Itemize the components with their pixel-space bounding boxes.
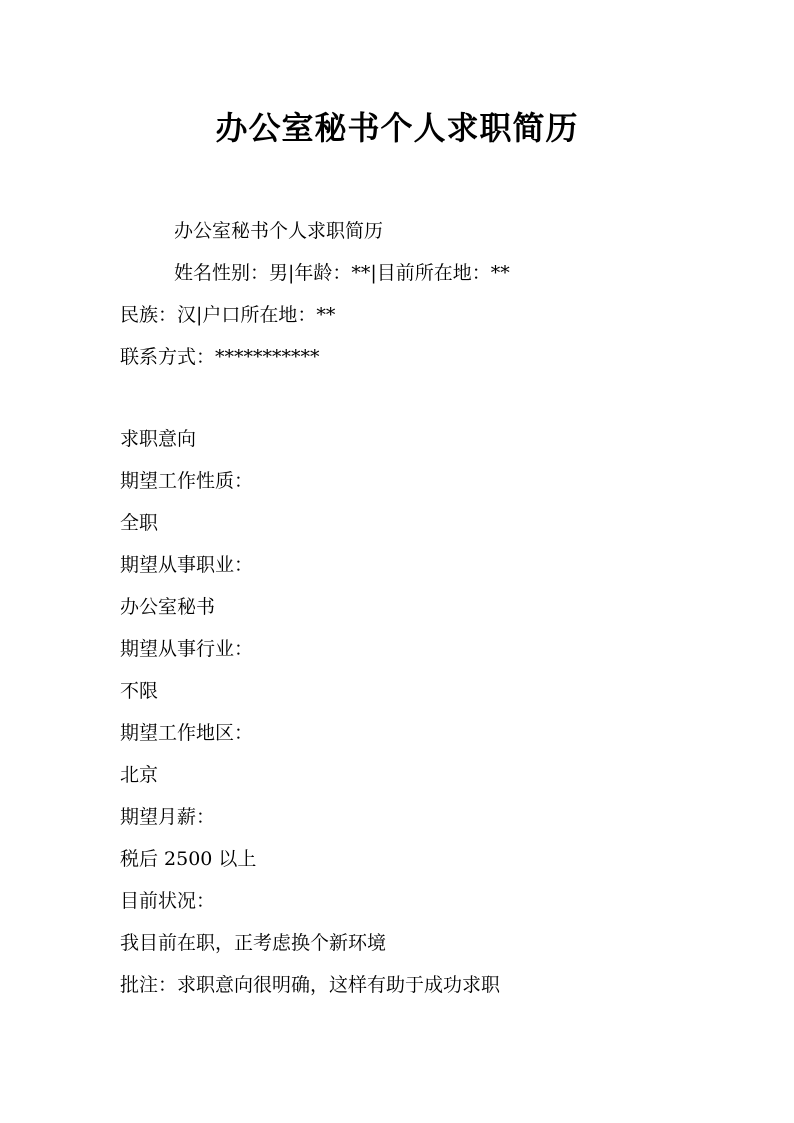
field-label-location: 期望工作地区： (120, 722, 254, 744)
field-label-salary: 期望月薪： (120, 806, 216, 828)
field-label-industry: 期望从事行业： (120, 638, 254, 660)
field-value-salary: 税后 2500 以上 (120, 848, 257, 870)
contact-line: 联系方式：*********** (120, 346, 320, 368)
field-value-location: 北京 (120, 764, 159, 786)
field-value-occupation: 办公室秘书 (120, 596, 216, 618)
field-value-job-type: 全职 (120, 512, 159, 534)
field-value-industry: 不限 (120, 680, 159, 702)
personal-info-line: 姓名性别：男|年龄：**|目前所在地：** (174, 262, 510, 284)
field-value-status: 我目前在职，正考虑换个新环境 (120, 932, 387, 954)
ethnicity-line: 民族：汉|户口所在地：** (120, 304, 336, 326)
subtitle-line: 办公室秘书个人求职简历 (174, 220, 384, 242)
section-heading-job-intent: 求职意向 (120, 428, 197, 450)
field-label-status: 目前状况： (120, 890, 216, 912)
field-label-occupation: 期望从事职业： (120, 554, 254, 576)
document-title: 办公室秘书个人求职简历 (215, 109, 579, 147)
field-label-job-type: 期望工作性质： (120, 470, 254, 492)
annotation-note: 批注：求职意向很明确，这样有助于成功求职 (120, 974, 501, 996)
